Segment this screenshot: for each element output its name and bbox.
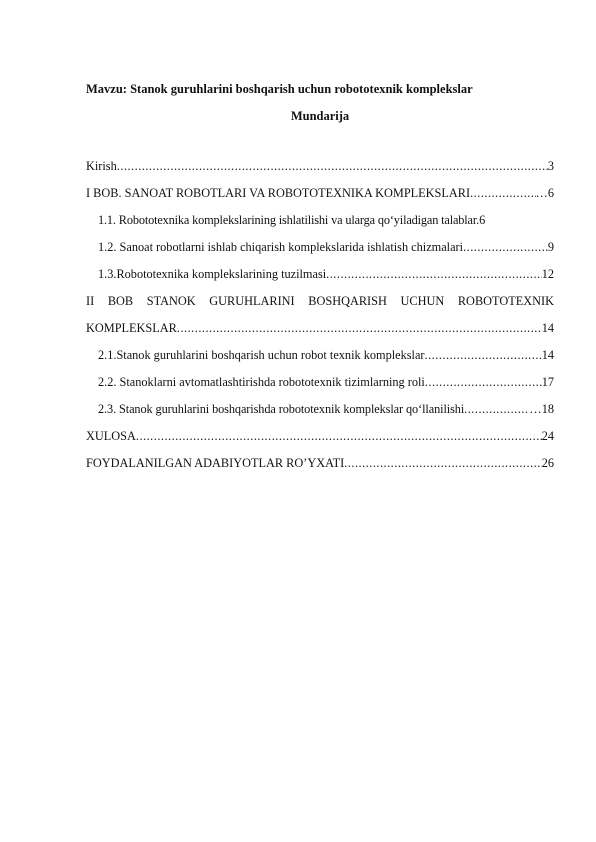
- toc-page-number: …18: [529, 402, 554, 416]
- toc-entry-chapter-1[interactable]: [86, 186, 554, 213]
- toc-leader: [463, 240, 548, 254]
- toc-entry-2-3[interactable]: [86, 402, 554, 429]
- toc-entry-intro[interactable]: [86, 159, 554, 186]
- toc-entry-2-1[interactable]: [86, 348, 554, 375]
- toc-page-number: 24: [541, 429, 554, 443]
- toc-entry-title: 2.2. Stanoklarni avtomatlashtirishda robototexnik tizimlarning roli: [98, 375, 425, 389]
- toc-entry-title: 1.1. Robototexnika komplekslarining ishlatilishi va ularga qo‘yiladigan talablar.: [98, 213, 480, 227]
- toc-leader: [470, 186, 535, 200]
- toc-entry-title: XULOSA: [86, 429, 136, 443]
- toc-entry-title: 2.1.Stanok guruhlarini boshqarish uchun robot texnik komplekslar: [98, 348, 425, 362]
- toc-entry-title-line2: [86, 321, 554, 348]
- toc-word: STANOK: [146, 294, 196, 308]
- toc-entry-title: 2.3. Stanok guruhlarini boshqarishda robototexnik komplekslar qo‘llanilishi: [98, 402, 465, 416]
- toc-word: BOSHQARISH: [308, 294, 387, 308]
- table-of-contents: [86, 159, 554, 483]
- toc-entry-1-3[interactable]: [86, 267, 554, 294]
- toc-entry-title: 1.2. Sanoat robotlarni ishlab chiqarish komplekslarida ishlatish chizmalari: [98, 240, 464, 254]
- toc-leader: [425, 348, 542, 362]
- toc-entry-references[interactable]: [86, 456, 554, 483]
- toc-entry-title: I BOB. SANOAT ROBOTLARI VA ROBOTOTEXNIKA KOMPLEKSLARI: [86, 186, 471, 200]
- toc-entry-conclusion[interactable]: [86, 429, 554, 456]
- toc-page-number: …6: [535, 186, 554, 200]
- toc-page-number: 6: [479, 213, 486, 227]
- toc-entry-1-2[interactable]: [86, 240, 554, 267]
- toc-page-number: 26: [541, 456, 554, 470]
- toc-word: II: [86, 294, 95, 308]
- toc-word: BOB: [107, 294, 134, 308]
- toc-entry-chapter-2[interactable]: [86, 294, 554, 348]
- toc-entry-2-2[interactable]: [86, 375, 554, 402]
- toc-page-number: 9: [547, 240, 554, 254]
- toc-entry-title: FOYDALANILGAN ADABIYOTLAR RO’YXATI: [86, 456, 345, 470]
- toc-word: GURUHLARINI: [209, 294, 295, 308]
- toc-page-number: 17: [541, 375, 554, 389]
- toc-page-number: 12: [541, 267, 554, 281]
- toc-title: Mundarija: [290, 109, 350, 123]
- toc-leader: [117, 159, 548, 173]
- toc-leader: [425, 375, 542, 389]
- toc-entry-title: KOMPLEKSLAR: [86, 321, 177, 335]
- toc-word: UCHUN: [400, 294, 445, 308]
- toc-page-number: 14: [541, 321, 554, 335]
- toc-leader: [177, 321, 542, 336]
- toc-leader: [344, 456, 541, 470]
- document-topic: Mavzu: Stanok guruhlarini boshqarish uchun robototexnik komplekslar: [86, 82, 473, 96]
- toc-word: ROBOTOTEXNIK: [457, 294, 554, 308]
- toc-page-number: 14: [541, 348, 554, 362]
- toc-entry-title: 1.3.Robototexnika komplekslarining tuzilmasi: [98, 267, 327, 281]
- toc-entry-1-1[interactable]: [86, 213, 554, 240]
- toc-leader: [464, 402, 529, 416]
- toc-entry-title-line1: [86, 294, 554, 321]
- toc-entry-title: Kirish: [86, 159, 117, 173]
- toc-leader: [326, 267, 542, 281]
- toc-leader: [136, 429, 542, 443]
- toc-page-number: 3: [547, 159, 554, 173]
